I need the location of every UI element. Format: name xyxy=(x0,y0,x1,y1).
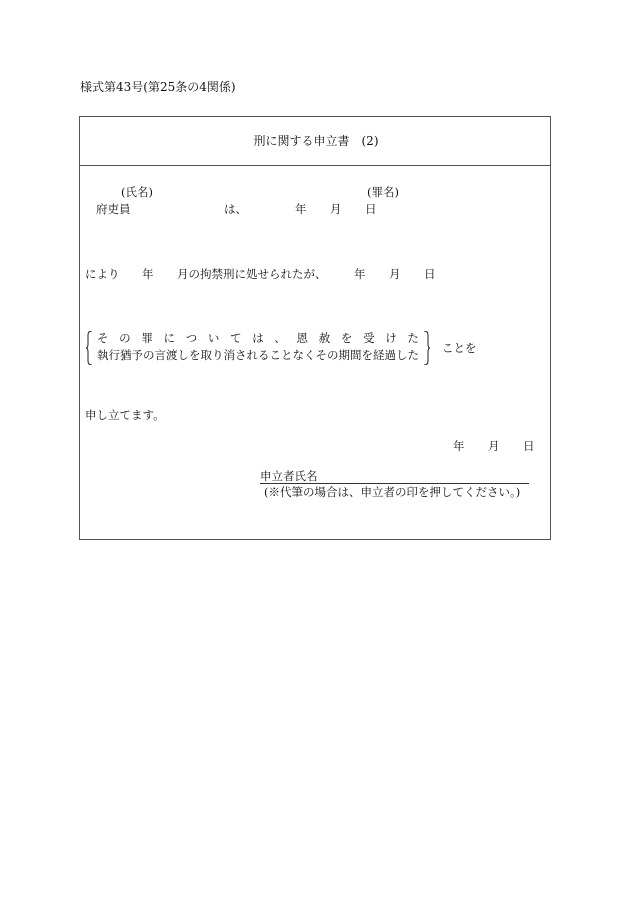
niyori-text: により xyxy=(85,267,120,281)
name-label: (氏名) xyxy=(121,185,153,199)
crime-label: (罪名) xyxy=(367,185,399,199)
date-day: 日 xyxy=(523,439,535,453)
month-1: 月 xyxy=(330,202,342,216)
year-2: 年 xyxy=(142,267,154,281)
option-pardon: そ の 罪 に つ い て は 、 恩 赦 を 受 け た xyxy=(97,331,419,345)
year-3: 年 xyxy=(354,267,366,281)
left-brace xyxy=(86,331,92,365)
applicant-name-label: 申立者氏名 xyxy=(260,469,318,483)
month-3: 月 xyxy=(389,267,401,281)
prefecture-official: 府吏員 xyxy=(96,202,131,216)
proxy-note: (※代筆の場合は、申立者の印を押してください。) xyxy=(264,485,521,499)
right-brace xyxy=(424,331,430,365)
sentence-text: 月の拘禁刑に処せられたが、 xyxy=(177,267,327,281)
form-number: 様式第43号(第25条の4関係) xyxy=(80,80,236,94)
year-1: 年 xyxy=(295,202,307,216)
signature-line xyxy=(260,483,529,484)
application-form xyxy=(79,116,551,540)
wa-text: は、 xyxy=(224,202,247,216)
closing-statement: 申し立てます。 xyxy=(85,408,165,422)
date-month: 月 xyxy=(488,439,500,453)
day-1: 日 xyxy=(365,202,377,216)
koto-wo-text: ことを xyxy=(442,341,477,355)
document-title: 刑に関する申立書 (2) xyxy=(253,134,379,148)
date-year: 年 xyxy=(453,439,465,453)
title-divider xyxy=(80,165,550,166)
option-suspension: 執行猶予の言渡しを取り消されることなくその期間を経過した xyxy=(97,348,419,362)
day-3: 日 xyxy=(424,267,436,281)
